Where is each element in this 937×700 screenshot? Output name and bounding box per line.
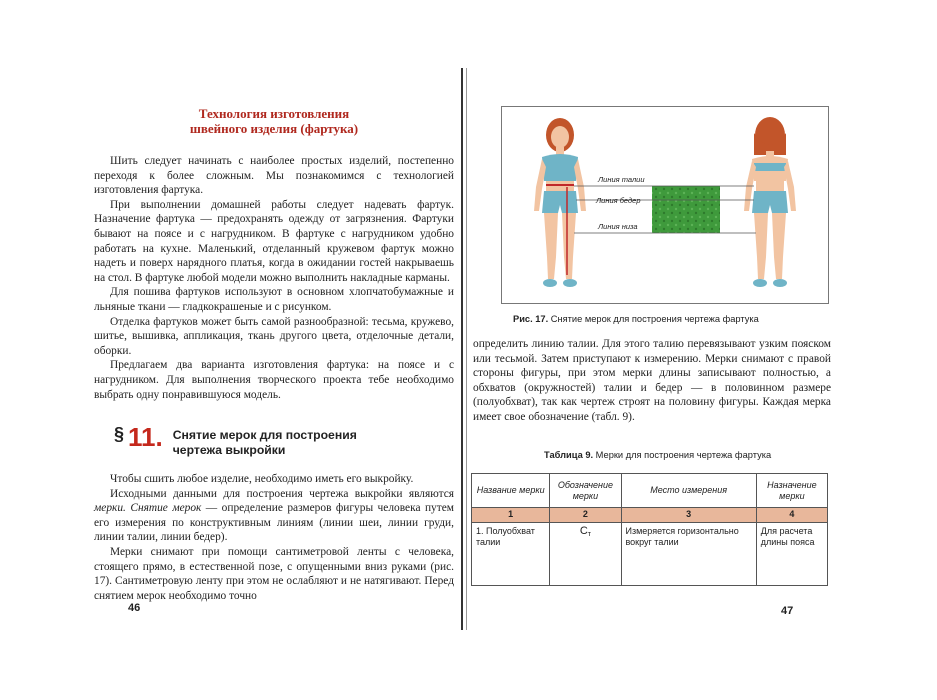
measure-purpose: Для расчета длины пояса <box>756 523 827 586</box>
table-number-row <box>472 508 828 523</box>
book-spine-shadow <box>466 68 467 630</box>
section-title-line1: Снятие мерок для построения <box>172 428 357 443</box>
table-caption-text: Мерки для построения чертежа фартука <box>593 450 772 460</box>
chapter-title <box>94 106 454 136</box>
page-number-right: 47 <box>781 605 794 617</box>
paragraph: При выполнении домашней работы следует надевать фартук. Назначение фартука — предохранять одежду от загрязнения. Фартуки бывают на поясе и с нагрудником. В фартуке с нагрудником удобно работать на кухне. Маленький, отделанный кружевом фартук можно надеть и поверх нарядного платья, когда в ожидании гостей накрываешь на стол. В фартуке любой модели можно выполнить накладные карманы. <box>94 198 454 284</box>
paragraph: Предлагаем два варианта изготовления фартука: на поясе и с нагрудником. Для выполнения творческого проекта тебе необходимо выбрать одну понравившуюся модель. <box>94 359 454 401</box>
table-number-cell: 3 <box>621 508 756 523</box>
fabric-swatch <box>652 186 720 233</box>
paragraph: Шить следует начинать с наиболее простых изделий, постепенно переходя к более сложным. Мы познакомимся с технологией изготовления фартука. <box>94 155 454 197</box>
figure-caption-text: Снятие мерок для построения чертежа фартука <box>548 314 759 324</box>
book-spine <box>461 68 463 630</box>
table-caption-label: Таблица 9. <box>544 450 594 460</box>
table-number-cell: 1 <box>472 508 550 523</box>
chapter-title-line1: Технология изготовления <box>198 106 350 121</box>
back-figure <box>744 117 796 287</box>
measurements-table <box>471 473 828 586</box>
table-row <box>472 523 828 586</box>
section-number: 11. <box>128 422 163 453</box>
table-number-cell: 4 <box>756 508 827 523</box>
italic-term: мерки. Снятие мерок <box>94 502 202 515</box>
text-span: — определение размеров фигуры человека путем его измерения по конструктивным линиям (линии шеи, линии груди, линии талии, линии бедер). <box>94 502 454 544</box>
label-hip-line: Линия бедер <box>596 196 641 205</box>
table-header-row <box>472 474 828 508</box>
label-bottom-line: Линия низа <box>598 222 638 231</box>
section-title <box>173 428 357 458</box>
measure-symbol-subscript: т <box>587 531 591 538</box>
page-number-left: 46 <box>128 602 141 614</box>
paragraph: Мерки снимают при помощи сантиметровой ленты с человека, стоящего прямо, в естественной позе, с опущенными вниз руками (рис. 17). Сантиметровую ленту при этом не ослабляют и не натягивают. Перед снятием мерок необходимо точно <box>94 546 454 602</box>
paragraph: Чтобы сшить любое изделие, необходимо иметь его выкройку. <box>110 473 414 486</box>
left-page <box>94 100 454 603</box>
section-symbol: § <box>114 424 125 445</box>
figure-caption <box>513 314 759 324</box>
table-header-cell: Обозначение мерки <box>550 474 621 508</box>
measure-symbol <box>550 523 621 586</box>
table-number-cell: 2 <box>550 508 621 523</box>
measure-symbol-main: С <box>579 525 588 537</box>
label-waist-line: Линия талии <box>598 175 645 184</box>
front-figure <box>534 118 586 287</box>
right-page-text: определить линию талии. Для этого талию перевязывают узким пояском или тесьмой. Затем приступают к измерению. Мерки снимают с правой стороны фигуры, при этом мерки длины записывают полностью, а обхватов (окружностей) талии и бедер — в половинном размере (полуобхват), так как чертеж строят на половину фигуры. Каждая мерка имеет свое обозначение (табл. 9). <box>473 338 831 423</box>
table-header-cell: Название мерки <box>472 474 550 508</box>
text-span: Исходными данными для построения чертежа выкройки являются <box>110 487 454 500</box>
figure-caption-label: Рис. 17. <box>513 314 549 324</box>
measure-name: 1. Полуобхват талии <box>472 523 550 586</box>
table-header-cell: Назначение мерки <box>756 474 827 508</box>
table-header-cell: Место измерения <box>621 474 756 508</box>
figure-illustration <box>502 107 828 303</box>
chapter-title-line2: швейного изделия (фартука) <box>189 121 359 136</box>
table-caption <box>544 450 771 460</box>
paragraph: Для пошива фартуков используют в основном хлопчатобумажные и льняные ткани — гладкокрашеные и с рисунком. <box>94 286 454 313</box>
paragraph <box>94 487 454 545</box>
section-heading <box>114 424 454 458</box>
measure-place: Измеряется горизонтально вокруг талии <box>621 523 756 586</box>
paragraph: Отделка фартуков может быть самой разнообразной: тесьма, кружево, шитье, вышивка, аппликация, ткань другого цвета, отделочные детали, оборки. <box>94 315 454 357</box>
section-title-line2: чертежа выкройки <box>172 443 286 458</box>
figure-measurements <box>501 106 829 304</box>
